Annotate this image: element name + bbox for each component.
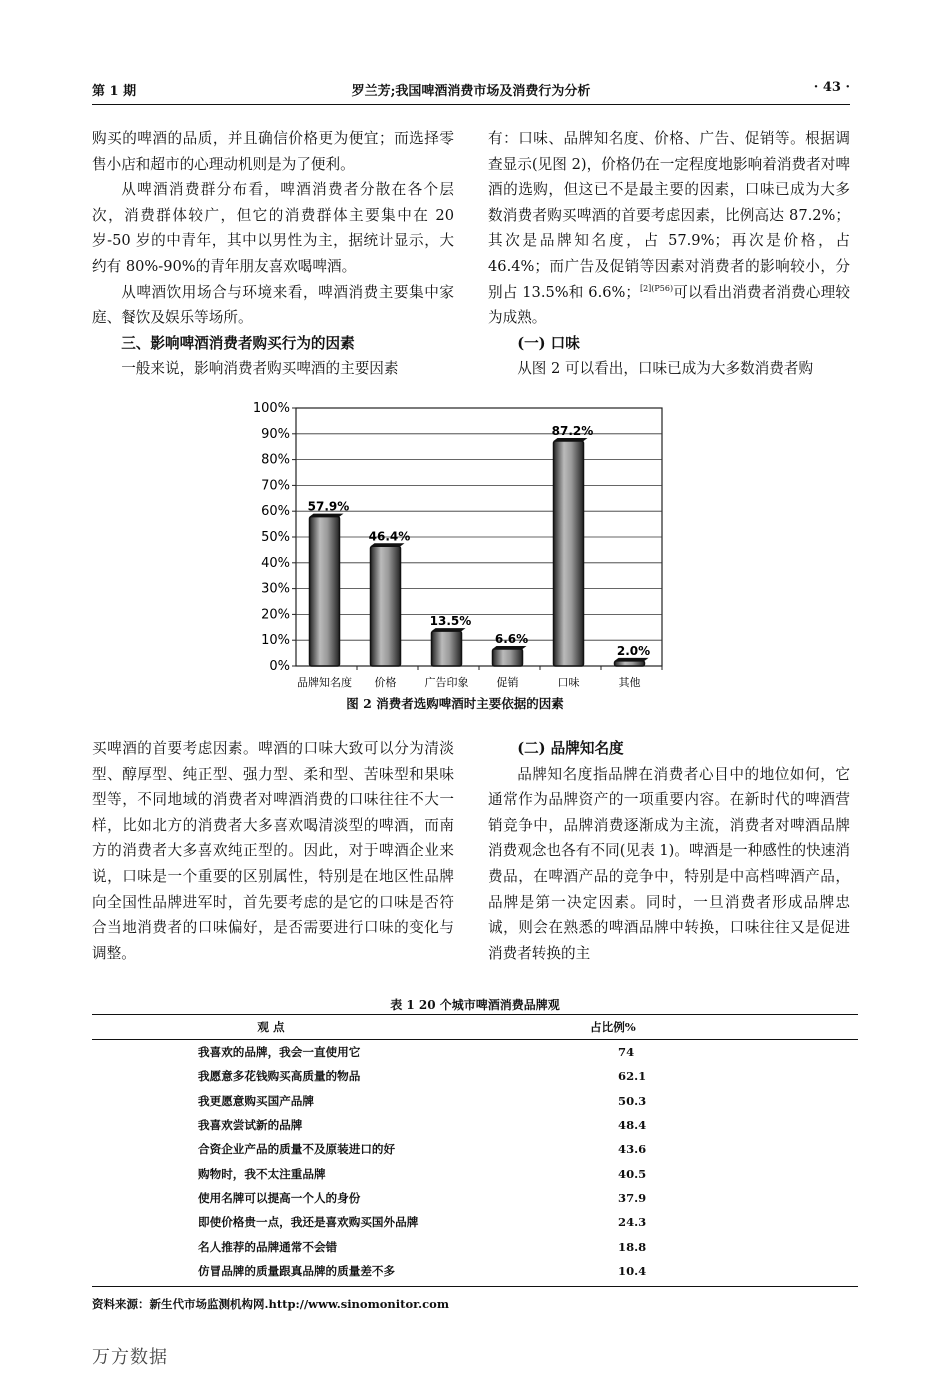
y-tick-label: 20% bbox=[261, 607, 290, 623]
section-heading: 三、影响啤酒消费者购买行为的因素 bbox=[121, 334, 355, 352]
y-tick-label: 50% bbox=[261, 530, 290, 545]
subsection-heading: (一) 口味 bbox=[517, 334, 580, 352]
table-row bbox=[92, 1210, 858, 1234]
statement-cell: 购物时，我不太注重品牌 bbox=[198, 1166, 326, 1181]
header-rule bbox=[92, 104, 850, 105]
statement-cell: 我喜欢尝试新的品牌 bbox=[198, 1118, 303, 1133]
table-row bbox=[92, 1161, 858, 1185]
y-tick-label: 30% bbox=[261, 581, 290, 597]
data-label: 13.5% bbox=[429, 614, 472, 629]
table-source: 资料来源：新生代市场监测机构网.http://www.sinomonitor.com bbox=[92, 1297, 449, 1311]
figure-caption: 图 2 消费者选购啤酒时主要依据的因素 bbox=[346, 696, 564, 711]
category-label: 价格 bbox=[374, 676, 397, 689]
column-header-percent: 占比例% bbox=[450, 1015, 858, 1040]
statement-cell: 使用名牌可以提高一个人的身份 bbox=[198, 1190, 361, 1205]
table-row bbox=[92, 1064, 858, 1088]
paragraph bbox=[488, 126, 850, 331]
statement-cell: 我喜欢的品牌，我会一直使用它 bbox=[198, 1045, 361, 1060]
bottom-right-column bbox=[488, 736, 850, 966]
paragraph: 购买的啤酒的品质，并且确信价格更为便宜；而选择零售小店和超市的心理动机则是为了便利。 bbox=[92, 130, 454, 173]
bar bbox=[432, 631, 462, 666]
percent-cell: 10.4 bbox=[618, 1263, 647, 1278]
paragraph-text: 有：口味、品牌知名度、价格、广告、促销等。根据调查显示(见图 2)，价格仍在一定程度地影响着消费者对啤酒的选购，但这已不是最主要的因素，口味已成为大多数消费者购买啤酒的首要考虑因素，比例高达 87.2%；其次是品牌知名度，占 57.9%；再次是价格，占 46.4%；而广告及促销等因素对消费者的影响较小，分别占 13.5%和 6.6%； bbox=[488, 130, 850, 301]
percent-cell: 18.8 bbox=[618, 1239, 647, 1254]
percent-cell: 62.1 bbox=[618, 1069, 647, 1084]
bar bbox=[310, 517, 340, 666]
statement-cell: 我愿意多花钱购买高质量的物品 bbox=[198, 1069, 361, 1084]
y-tick-label: 0% bbox=[269, 659, 290, 674]
y-tick-label: 90% bbox=[261, 426, 290, 442]
percent-cell: 48.4 bbox=[618, 1118, 647, 1133]
table-row bbox=[92, 1040, 858, 1065]
paragraph: 从啤酒消费群分布看，啤酒消费者分散在各个层次，消费群体较广，但它的消费群体主要集中在 20 岁-50 岁的中青年，其中以男性为主，据统计显示，大约有 80%-90%的青年朋友喜欢喝啤酒。 bbox=[92, 181, 454, 275]
top-right-column bbox=[488, 126, 850, 382]
top-left-column bbox=[92, 126, 454, 382]
bar bbox=[615, 661, 645, 666]
issue-number: 第 1 期 bbox=[92, 84, 137, 99]
data-label: 2.0% bbox=[616, 643, 651, 658]
statement-cell: 即使价格贵一点，我还是喜欢购买国外品牌 bbox=[198, 1215, 419, 1230]
statement-cell: 合资企业产品的质量不及原装进口的好 bbox=[198, 1142, 396, 1157]
category-label: 口味 bbox=[557, 676, 580, 689]
bar-top bbox=[615, 658, 649, 661]
table-row bbox=[92, 1137, 858, 1161]
bar bbox=[554, 441, 584, 666]
table-caption: 表 1 20 个城市啤酒消费品牌观 bbox=[390, 998, 560, 1012]
running-title: 罗兰芳;我国啤酒消费市场及消费行为分析 bbox=[351, 84, 591, 99]
data-label: 87.2% bbox=[551, 424, 594, 439]
statement-cell: 名人推荐的品牌通常不会错 bbox=[198, 1239, 338, 1254]
data-label: 6.6% bbox=[494, 631, 529, 646]
y-tick-label: 10% bbox=[261, 633, 290, 649]
bar-top bbox=[493, 646, 527, 649]
y-tick-label: 80% bbox=[261, 452, 290, 468]
bar-top bbox=[371, 543, 405, 546]
y-tick-label: 60% bbox=[261, 504, 290, 520]
percent-cell: 74 bbox=[618, 1045, 635, 1060]
y-tick-label: 40% bbox=[261, 555, 290, 571]
category-label: 促销 bbox=[496, 676, 519, 689]
bar-top bbox=[310, 514, 344, 517]
watermark: 万方数据 bbox=[92, 1347, 168, 1368]
table-row bbox=[92, 1186, 858, 1210]
percent-cell: 24.3 bbox=[618, 1215, 647, 1230]
paragraph: 从啤酒饮用场合与环境来看，啤酒消费主要集中家庭、餐饮及娱乐等场所。 bbox=[92, 283, 454, 327]
percent-cell: 40.5 bbox=[618, 1166, 647, 1181]
statement-cell: 仿冒品牌的质量跟真品牌的质量差不多 bbox=[198, 1263, 396, 1278]
y-tick-label: 70% bbox=[261, 478, 290, 494]
bar bbox=[493, 649, 523, 666]
category-label: 广告印象 bbox=[424, 676, 469, 689]
percent-cell: 50.3 bbox=[618, 1093, 647, 1108]
paragraph: 一般来说，影响消费者购买啤酒的主要因素 bbox=[121, 360, 399, 378]
column-header-statement: 观 点 bbox=[92, 1015, 450, 1040]
percent-cell: 43.6 bbox=[618, 1142, 647, 1157]
paragraph-text: 可以看出消费者消费心理较为成熟。 bbox=[488, 283, 850, 327]
category-label: 其他 bbox=[618, 676, 641, 689]
bottom-left-column bbox=[92, 736, 454, 966]
table-row bbox=[92, 1089, 858, 1113]
bar-top bbox=[432, 628, 466, 631]
page-number: · 43 · bbox=[813, 80, 850, 95]
paragraph: 买啤酒的首要考虑因素。啤酒的口味大致可以分为清淡型、醇厚型、纯正型、强力型、柔和型、苦味型和果味型等，不同地域的消费者对啤酒消费的口味往往不大一样，比如北方的消费者大多喜欢喝清淡型的啤酒，而南方的消费者大多喜欢纯正型的。因此，对于啤酒企业来说，口味是一个重要的区别属性，特别是在地区性品牌向全国性品牌进军时，首先要考虑的是它的口味是否符合当地消费者的口味偏好，是否需要进行口味的变化与调整。 bbox=[92, 740, 454, 962]
table-row bbox=[92, 1113, 858, 1137]
table-header-row bbox=[92, 1015, 858, 1040]
brand-table bbox=[92, 1015, 858, 1283]
percent-cell: 37.9 bbox=[618, 1190, 647, 1205]
page-header bbox=[92, 80, 850, 102]
bar bbox=[371, 546, 401, 666]
paragraph: 从图 2 可以看出，口味已成为大多数消费者购 bbox=[517, 360, 814, 378]
subsection-heading: (二) 品牌知名度 bbox=[517, 740, 624, 757]
bar-top bbox=[554, 438, 588, 441]
citation: [2](P56) bbox=[639, 283, 674, 293]
table-row bbox=[92, 1234, 858, 1258]
bar-chart bbox=[240, 396, 670, 692]
data-label: 57.9% bbox=[307, 499, 350, 514]
statement-cell: 我更愿意购买国产品牌 bbox=[198, 1093, 314, 1108]
paragraph: 品牌知名度指品牌在消费者心目中的地位如何，它通常作为品牌资产的一项重要内容。在新时代的啤酒营销竞争中，品牌消费逐渐成为主流，消费者对啤酒品牌消费观念也各有不同(见表 1)。啤酒是一种感性的快速消费品，在啤酒产品的竞争中，特别是中高档啤酒产品，品牌是第一决定因素。同时，一旦消费者形成品牌忠诚，则会在熟悉的啤酒品牌中转换，口味往往又是促进消费者转换的主 bbox=[488, 765, 850, 962]
table-bottom-rule bbox=[92, 1286, 858, 1287]
table-row bbox=[92, 1259, 858, 1283]
category-label: 品牌知名度 bbox=[297, 676, 352, 689]
data-label: 46.4% bbox=[368, 529, 411, 544]
y-tick-label: 100% bbox=[252, 401, 290, 416]
